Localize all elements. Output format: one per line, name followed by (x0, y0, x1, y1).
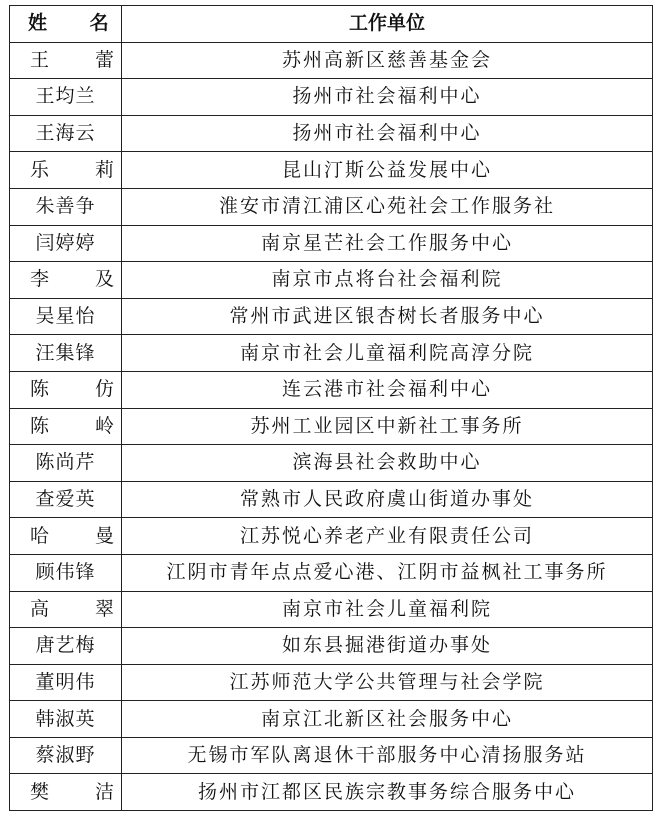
name-cell: 查爱英 (10, 481, 122, 518)
unit-cell: 江苏师范大学公共管理与社会学院 (122, 664, 653, 701)
table-row (10, 335, 653, 372)
name-cell: 汪集锋 (10, 335, 122, 372)
name-cell: 樊 洁 (10, 774, 122, 811)
table-row (10, 79, 653, 116)
unit-cell: 昆山汀斯公益发展中心 (122, 152, 653, 189)
unit-cell: 江阴市青年点点爱心港、江阴市益枫社工事务所 (122, 554, 653, 591)
name-cell: 唐艺梅 (10, 628, 122, 665)
unit-cell: 南京星芒社会工作服务中心 (122, 225, 653, 262)
unit-cell: 江苏悦心养老产业有限责任公司 (122, 518, 653, 555)
unit-cell: 苏州高新区慈善基金会 (122, 42, 653, 79)
roster-table (9, 5, 653, 811)
table-row (10, 188, 653, 225)
name-cell: 吴星怡 (10, 298, 122, 335)
table-row (10, 481, 653, 518)
name-cell: 乐 莉 (10, 152, 122, 189)
table-row (10, 42, 653, 79)
name-cell: 蔡淑野 (10, 737, 122, 774)
name-cell: 韩淑英 (10, 701, 122, 738)
table-row (10, 737, 653, 774)
table-row (10, 262, 653, 299)
table-row (10, 554, 653, 591)
unit-cell: 南京江北新区社会服务中心 (122, 701, 653, 738)
table-row (10, 518, 653, 555)
unit-cell: 扬州市社会福利中心 (122, 115, 653, 152)
table-row (10, 664, 653, 701)
name-cell: 董明伟 (10, 664, 122, 701)
table-row (10, 371, 653, 408)
unit-cell: 常熟市人民政府虞山街道办事处 (122, 481, 653, 518)
unit-cell: 扬州市社会福利中心 (122, 79, 653, 116)
unit-cell: 苏州工业园区中新社工事务所 (122, 408, 653, 445)
unit-cell: 南京市社会儿童福利院高淳分院 (122, 335, 653, 372)
table-row (10, 774, 653, 811)
table-header-row (10, 6, 653, 43)
column-header-unit: 工作单位 (122, 6, 653, 43)
unit-cell: 淮安市清江浦区心苑社会工作服务社 (122, 188, 653, 225)
name-cell: 朱善争 (10, 188, 122, 225)
table-row (10, 115, 653, 152)
unit-cell: 南京市点将台社会福利院 (122, 262, 653, 299)
column-header-name: 姓 名 (10, 6, 122, 43)
unit-cell: 无锡市军队离退休干部服务中心清扬服务站 (122, 737, 653, 774)
name-cell: 高 翠 (10, 591, 122, 628)
name-cell: 王海云 (10, 115, 122, 152)
name-cell: 顾伟锋 (10, 554, 122, 591)
name-cell: 哈 曼 (10, 518, 122, 555)
name-cell: 李 及 (10, 262, 122, 299)
table-row (10, 225, 653, 262)
name-cell: 王均兰 (10, 79, 122, 116)
table-row (10, 591, 653, 628)
name-cell: 陈尚芹 (10, 445, 122, 482)
name-cell: 陈 岭 (10, 408, 122, 445)
table-row (10, 152, 653, 189)
unit-cell: 如东县掘港街道办事处 (122, 628, 653, 665)
unit-cell: 滨海县社会救助中心 (122, 445, 653, 482)
table-row (10, 445, 653, 482)
unit-cell: 连云港市社会福利中心 (122, 371, 653, 408)
unit-cell: 常州市武进区银杏树长者服务中心 (122, 298, 653, 335)
table-row (10, 408, 653, 445)
name-cell: 陈 仿 (10, 371, 122, 408)
unit-cell: 扬州市江都区民族宗教事务综合服务中心 (122, 774, 653, 811)
name-cell: 王 蕾 (10, 42, 122, 79)
table-row (10, 298, 653, 335)
table-row (10, 628, 653, 665)
table-row (10, 701, 653, 738)
name-cell: 闫婷婷 (10, 225, 122, 262)
unit-cell: 南京市社会儿童福利院 (122, 591, 653, 628)
